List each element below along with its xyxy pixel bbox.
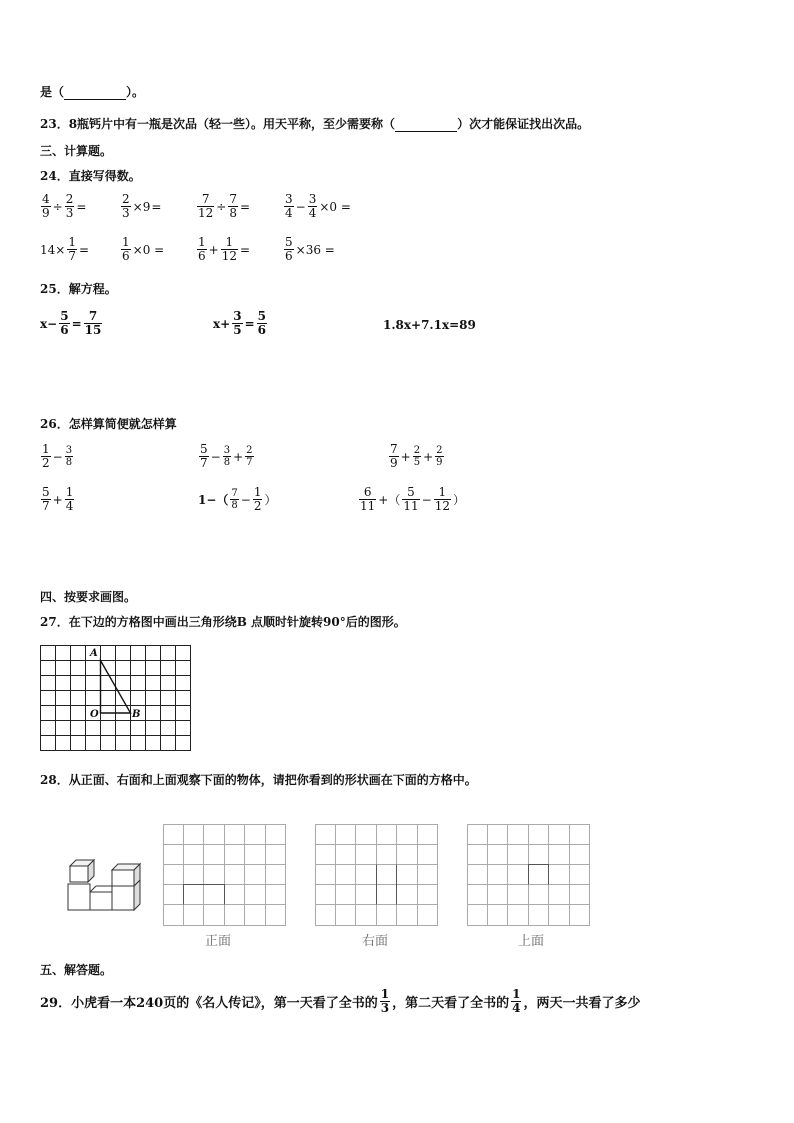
- q25-equation-1: x− $\frac{5}{6}$ = $\frac{7}{15}$: [40, 309, 102, 337]
- q27-grid[interactable]: [40, 645, 193, 753]
- answer-blank[interactable]: [395, 131, 457, 132]
- fraction: $\frac{5}{6}$: [60, 309, 69, 337]
- q23-number: 23．: [40, 117, 69, 131]
- q24-expr-3: $\frac{7}{12}$ ÷ $\frac{7}{8}$ =: [198, 192, 251, 220]
- fraction: $\frac{5}{7}$: [42, 485, 50, 513]
- q24-expr-6: $\frac{1}{6}$ ×0 =: [122, 235, 165, 263]
- fraction: $\frac{3}{4}$: [308, 192, 317, 220]
- fraction: $\frac{7}{9}$: [390, 442, 398, 470]
- fraction: $\frac{2}{5}$: [413, 445, 421, 468]
- fraction: $\frac{3}{4}$: [285, 192, 293, 220]
- question-23: [40, 116, 589, 132]
- q22-prefix: 是（: [40, 85, 65, 99]
- fraction: $\frac{1}{2}$: [253, 485, 262, 513]
- section-3-heading: 三、计算题。: [40, 144, 113, 158]
- q24-expr-8: $\frac{5}{6}$ ×36 =: [285, 235, 335, 263]
- section-4-heading: 四、按要求画图。: [40, 590, 137, 604]
- top-view-label: 上面: [518, 934, 545, 949]
- fraction: $\frac{6}{11}$: [360, 485, 376, 513]
- fraction: $\frac{1}{7}$: [68, 235, 76, 263]
- q24-expr-2: $\frac{2}{3}$ ×9 =: [122, 192, 162, 220]
- q26-expr-2: $\frac{5}{7}$ − $\frac{3}{8}$ + $\frac{2}{7}$: [200, 442, 253, 470]
- front-view-label: 正面: [205, 934, 232, 949]
- question-28: 28．从正面、右面和上面观察下面的物体，请把你看到的形状画在下面的方格中。: [40, 773, 477, 787]
- fraction: $\frac{1}{12}$: [221, 235, 237, 263]
- question-29: 29．小虎看一本240页的《名人传记》，第一天看了全书的 $\frac{1}{3}$ ，第二天看了全书的 $\frac{1}{4}$ ，两天一共看了多少: [40, 987, 641, 1015]
- answer-blank[interactable]: [64, 99, 126, 100]
- q26-title: 26．怎样算简便就怎样算: [40, 417, 177, 431]
- q24-expr-4: $\frac{3}{4}$ − $\frac{3}{4}$ ×0 =: [285, 192, 351, 220]
- fraction: $\frac{7}{8}$: [231, 488, 238, 511]
- question-27: 27．在下边的方格图中画出三角形绕B 点顺时针旋转90°后的图形。: [40, 615, 406, 629]
- q22-tail: [40, 84, 144, 100]
- fraction: $\frac{3}{8}$: [65, 445, 73, 468]
- q22-suffix: ）。: [126, 85, 145, 99]
- fraction: $\frac{1}{2}$: [42, 442, 50, 470]
- q24-expr-7: $\frac{1}{6}$ + $\frac{1}{12}$ =: [198, 235, 251, 263]
- q25-equation-3: 1.8x+7.1x=89: [383, 318, 476, 332]
- q23-text-part1: 8瓶钙片中有一瓶是次品（轻一些）。用天平称，至少需要称（: [68, 117, 396, 131]
- q26-expr-1: $\frac{1}{2}$ − $\frac{3}{8}$: [42, 442, 73, 470]
- top-view-grid[interactable]: [467, 824, 591, 927]
- fraction: $\frac{3}{5}$: [233, 309, 242, 337]
- right-view-label: 右面: [362, 934, 389, 949]
- fraction: $\frac{1}{4}$: [512, 987, 521, 1015]
- q24-expr-1: $\frac{4}{9}$ ÷ $\frac{2}{3}$ =: [42, 192, 87, 220]
- fraction: $\frac{1}{4}$: [65, 485, 74, 513]
- section-5-heading: 五、解答题。: [40, 963, 113, 977]
- q25-title: 25．解方程。: [40, 282, 117, 296]
- point-A-label: A: [90, 648, 98, 659]
- fraction: $\frac{7}{8}$: [229, 192, 237, 220]
- fraction: $\frac{2}{9}$: [436, 445, 443, 468]
- q25-equation-2: x+ $\frac{3}{5}$ = $\frac{5}{6}$: [213, 309, 266, 337]
- fraction: $\frac{3}{8}$: [223, 445, 231, 468]
- q26-expr-3: $\frac{7}{9}$ + $\frac{2}{5}$ + $\frac{2}{9}$: [390, 442, 443, 470]
- q26-expr-5: 1−（ $\frac{7}{8}$ − $\frac{1}{2}$ ）: [198, 485, 277, 513]
- fraction: $\frac{1}{6}$: [198, 235, 206, 263]
- q26-expr-6: $\frac{6}{11}$ +（ $\frac{5}{11}$ − $\frac{1}{12}$ ）: [360, 485, 465, 513]
- fraction: $\frac{5}{6}$: [285, 235, 293, 263]
- fraction: $\frac{4}{9}$: [42, 192, 50, 220]
- q24-expr-5: 14× $\frac{1}{7}$ =: [40, 235, 90, 263]
- q24-title: 24．直接写得数。: [40, 169, 141, 183]
- fraction: $\frac{7}{12}$: [198, 192, 214, 220]
- q23-text-part2: ）次才能保证找出次品。: [457, 117, 590, 131]
- fraction: $\frac{1}{6}$: [122, 235, 130, 263]
- fraction: $\frac{5}{6}$: [257, 309, 266, 337]
- fraction: $\frac{1}{3}$: [380, 987, 390, 1015]
- point-O-label: O: [90, 709, 99, 720]
- fraction: $\frac{2}{3}$: [122, 192, 130, 220]
- fraction: $\frac{1}{12}$: [434, 485, 450, 513]
- fraction: $\frac{5}{11}$: [403, 485, 419, 513]
- q26-expr-4: $\frac{5}{7}$ + $\frac{1}{4}$: [42, 485, 74, 513]
- right-view-grid[interactable]: [315, 824, 439, 927]
- point-B-label: B: [132, 709, 141, 720]
- cube-object: [64, 858, 146, 914]
- fraction: $\frac{7}{15}$: [84, 309, 102, 337]
- fraction: $\frac{2}{7}$: [246, 445, 253, 468]
- front-view-grid[interactable]: [163, 824, 287, 927]
- fraction: $\frac{5}{7}$: [200, 442, 208, 470]
- fraction: $\frac{2}{3}$: [65, 192, 74, 220]
